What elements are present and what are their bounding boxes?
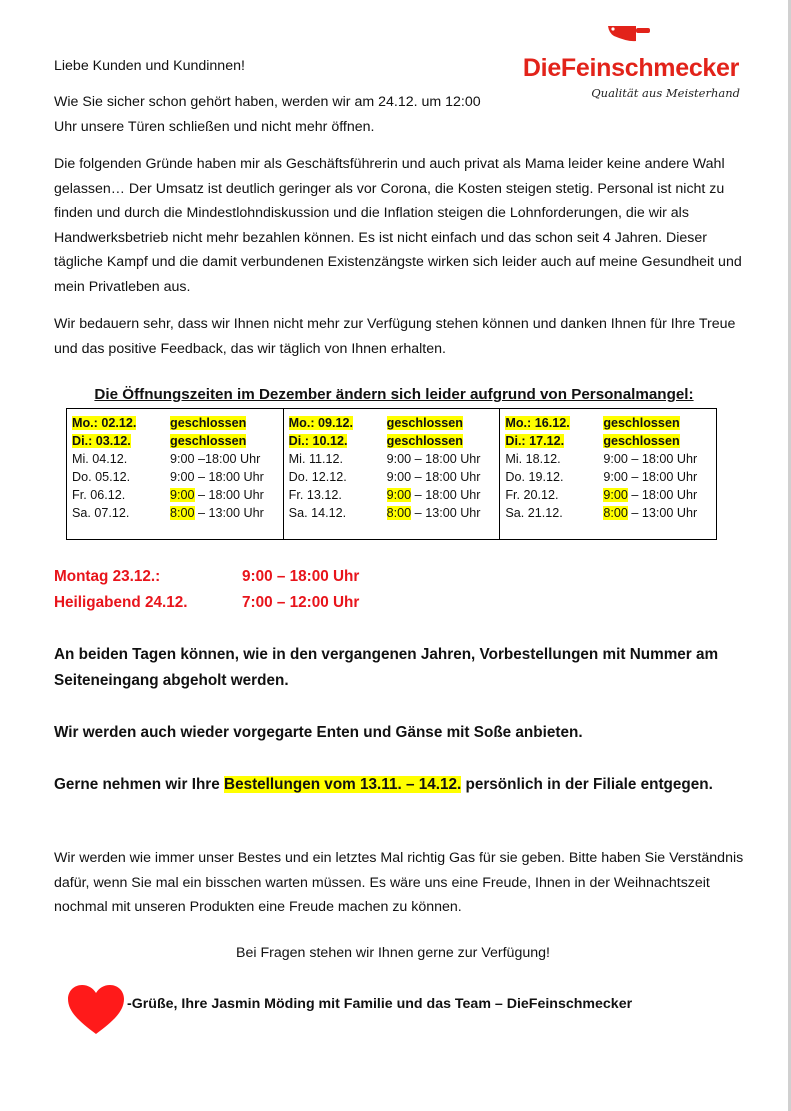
special-day-monday: [54, 568, 359, 586]
time-label: geschlossen: [170, 416, 247, 430]
schedule-row: [289, 432, 500, 450]
time-rest: – 18:00 Uhr: [194, 488, 264, 502]
day-label: Di.: 03.12.: [72, 434, 131, 448]
schedule-week-1: [67, 409, 283, 539]
day-label: Di.: 10.12.: [288, 434, 348, 448]
schedule-row: [289, 468, 500, 486]
schedule-row: [72, 414, 283, 432]
day-label: Mo.: 16.12.: [505, 416, 570, 430]
day-label: Fr. 13.12.: [288, 488, 342, 502]
day-label: Di.: 17.12.: [505, 434, 565, 448]
time-label: geschlossen: [170, 434, 247, 448]
schedule-row: [289, 450, 500, 468]
schedule-row: [72, 450, 283, 468]
time-label: 9:00 – 18:00 Uhr: [386, 470, 481, 484]
heart-icon: [66, 984, 126, 1036]
schedule-row: [289, 504, 500, 522]
order-text-start: Gerne nehmen wir Ihre: [54, 776, 225, 793]
day-label: Sa. 21.12.: [505, 506, 563, 520]
schedule-row: [505, 486, 716, 504]
schedule-title: Die Öffnungszeiten im Dezember ändern sich leider aufgrund von Personalmangel:: [94, 386, 694, 403]
time-label: 9:00 – 18:00 Uhr: [386, 452, 481, 466]
day-label: Mo.: 09.12.: [288, 416, 354, 430]
schedule-row: [72, 432, 283, 450]
time-label: 9:00 –18:00 Uhr: [170, 452, 261, 466]
regret-paragraph: Wir bedauern sehr, dass wir Ihnen nicht mehr zur Verfügung stehen können und danken Ihnen für Ihre Treue und das positive Feedback, das wir täglich von Ihnen erhalten.: [54, 316, 736, 357]
cleaver-knife-icon: [606, 22, 652, 46]
questions-line: Bei Fragen stehen wir Ihnen gerne zur Verfügung!: [236, 945, 550, 961]
special-day-time: 7:00 – 12:00 Uhr: [242, 594, 360, 611]
day-label: Do. 05.12.: [72, 470, 131, 484]
schedule-row: [289, 414, 500, 432]
day-label: Do. 12.12.: [288, 470, 347, 484]
time-rest: – 13:00 Uhr: [627, 506, 698, 520]
intro-paragraph: Wie Sie sicher schon gehört haben, werden wir am 24.12. um 12:00 Uhr unsere Türen schließen und nicht mehr öffnen.: [54, 94, 481, 135]
time-start: 8:00: [170, 506, 195, 520]
schedule-row: [505, 450, 716, 468]
signature: -Grüße, Ihre Jasmin Möding mit Familie und das Team – DieFeinschmecker: [127, 996, 633, 1012]
schedule-row: [505, 414, 716, 432]
time-rest: – 13:00 Uhr: [194, 506, 264, 520]
time-rest: – 18:00 Uhr: [627, 488, 698, 502]
time-rest: – 13:00 Uhr: [411, 506, 481, 520]
time-start: 8:00: [386, 506, 412, 520]
schedule-row: [72, 504, 283, 522]
time-start: 9:00: [386, 488, 412, 502]
time-start: 9:00: [170, 488, 195, 502]
time-label: 9:00 – 18:00 Uhr: [603, 452, 698, 466]
order-dates-highlight: Bestellungen vom 13.11. – 14.12.: [224, 776, 462, 793]
day-label: Mi. 11.12.: [288, 452, 344, 466]
day-label: Mi. 04.12.: [72, 452, 128, 466]
schedule-row: [72, 486, 283, 504]
day-label: Mo.: 02.12.: [72, 416, 137, 430]
schedule-week-2: [283, 409, 500, 539]
special-day-time: 9:00 – 18:00 Uhr: [242, 568, 360, 585]
time-label: 9:00 – 18:00 Uhr: [603, 470, 698, 484]
time-label: 9:00 – 18:00 Uhr: [170, 470, 264, 484]
reasons-paragraph: Die folgenden Gründe haben mir als Geschäftsführerin und auch privat als Mama leider keine andere Wahl gelassen… Der Umsatz ist deutlich geringer als vor Corona, die Kosten steigen stetig. Personal ist nicht zu finden und durch die Mindestlohndiskussion und die Inflation steigen die Lohnforderungen, die wir als Handwerksbetrieb nicht mehr bezahlen können. Es ist nicht einfach und das schon seit 4 Jahren. Dieser tägliche Kampf und die damit verbundenen Existenzängste wirken sich leider auch auf meine Gesundheit und mein Privatleben aus.: [54, 156, 742, 295]
time-label: geschlossen: [603, 434, 680, 448]
special-day-christmas-eve: [54, 594, 359, 612]
schedule-row: [289, 486, 500, 504]
greeting: Liebe Kunden und Kundinnen!: [54, 58, 245, 74]
schedule-week-3: [499, 409, 716, 539]
time-label: geschlossen: [386, 416, 463, 430]
day-label: Sa. 07.12.: [72, 506, 130, 520]
order-window-notice: [54, 772, 754, 798]
closing-paragraph: Wir werden wie immer unser Bestes und ein letztes Mal richtig Gas für sie geben. Bitte haben Sie Verständnis dafür, wenn Sie mal ein bisschen warten müssen. Es wäre uns eine Freude, Ihnen in der Weihnachtszeit nochmal mit unseren Produkten eine Freude machen zu können.: [54, 850, 744, 916]
duck-goose-notice: Wir werden auch wieder vorgegarte Enten und Gänse mit Soße anbieten.: [54, 724, 583, 741]
schedule-table: [66, 408, 717, 540]
day-label: Sa. 14.12.: [288, 506, 347, 520]
special-day-label: Heiligabend 24.12.: [54, 594, 188, 611]
day-label: Fr. 06.12.: [72, 488, 126, 502]
logo-name: DieFeinschmecker: [522, 54, 740, 82]
order-text-end: persönlich in der Filiale entgegen.: [461, 776, 713, 793]
schedule-row: [505, 432, 716, 450]
day-label: Do. 19.12.: [505, 470, 564, 484]
schedule-row: [505, 468, 716, 486]
time-label: geschlossen: [603, 416, 680, 430]
time-start: 9:00: [603, 488, 628, 502]
company-logo: [520, 22, 742, 102]
special-day-label: Montag 23.12.:: [54, 568, 161, 585]
preorder-notice: An beiden Tagen können, wie in den vergangenen Jahren, Vorbestellungen mit Nummer am Seiteneingang abgeholt werden.: [54, 646, 719, 689]
schedule-row: [505, 504, 716, 522]
time-start: 8:00: [603, 506, 628, 520]
time-rest: – 18:00 Uhr: [411, 488, 481, 502]
schedule-row: [72, 468, 283, 486]
day-label: Mi. 18.12.: [505, 452, 561, 466]
day-label: Fr. 20.12.: [505, 488, 559, 502]
logo-tagline: Qualität aus Meisterhand: [591, 86, 740, 100]
time-label: geschlossen: [386, 434, 463, 448]
